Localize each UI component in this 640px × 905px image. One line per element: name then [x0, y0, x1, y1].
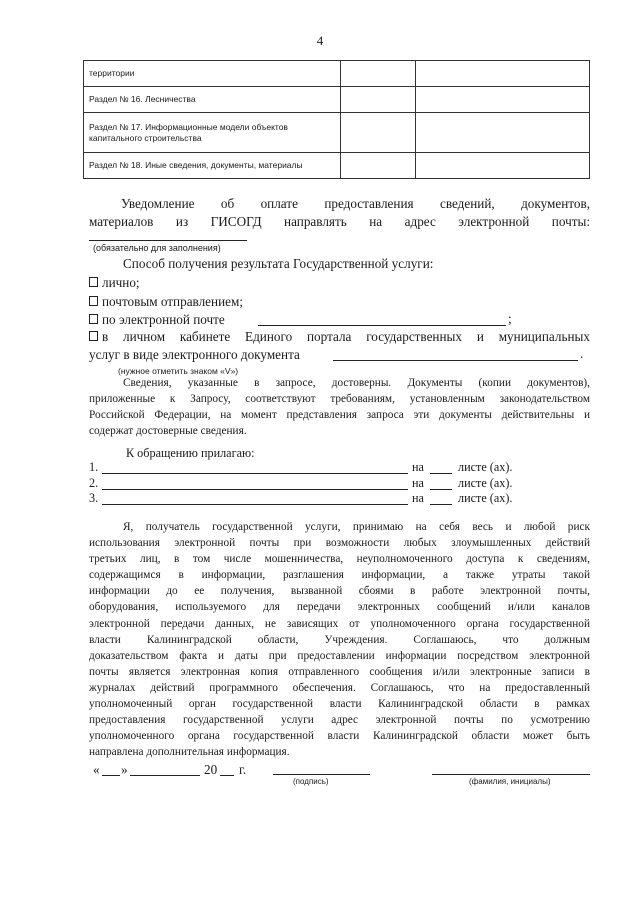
checkbox[interactable]: [89, 314, 98, 324]
attachments-heading: К обращению прилагаю:: [126, 446, 255, 460]
attachment-num: 2.: [89, 476, 99, 490]
sections-table: [83, 60, 590, 179]
date-year-suffix: г.: [239, 762, 247, 777]
checkbox[interactable]: [89, 277, 98, 287]
delivery-heading: Способ получения результата Государственной услуги:: [123, 256, 434, 271]
checkbox[interactable]: [89, 331, 98, 341]
payment-notice-line2: материалов из ГИСОГД направлять на адрес электронной почты:: [89, 214, 590, 229]
option-in-person[interactable]: лично;: [89, 275, 140, 291]
email-field[interactable]: [258, 325, 506, 326]
attachment-on: на: [412, 460, 424, 474]
date-day-field[interactable]: [102, 775, 120, 776]
attachment-sheets: листе (ах).: [458, 476, 513, 490]
payment-email-field[interactable]: [89, 240, 247, 241]
attachment-name-field[interactable]: [102, 489, 408, 490]
attachment-on: на: [412, 476, 424, 490]
date-year-prefix: 20: [204, 762, 218, 777]
payment-notice-line1: Уведомление об оплате предоставления сведений, документов,: [121, 196, 590, 211]
email-end: ;: [508, 311, 512, 326]
date-year-field[interactable]: [220, 775, 234, 776]
attachment-on: на: [412, 491, 424, 505]
payment-note: (обязательно для заполнения): [93, 243, 221, 253]
attachment-name-field[interactable]: [102, 473, 408, 474]
page-number: 4: [316, 33, 324, 48]
attachment-num: 1.: [89, 460, 99, 474]
epgu-line2: услуг в виде электронного документа: [89, 347, 300, 362]
attachment-sheets: листе (ах).: [458, 491, 513, 505]
attachment-sheets: листе (ах).: [458, 460, 513, 474]
table-row: [84, 153, 590, 179]
table-cell: [341, 113, 416, 153]
fullname-field[interactable]: [432, 774, 590, 775]
table-cell: [416, 113, 590, 153]
date-month-field[interactable]: [130, 775, 200, 776]
table-cell: [416, 87, 590, 113]
checkbox[interactable]: [89, 296, 98, 306]
option-post[interactable]: почтовым отправлением;: [89, 294, 243, 310]
consent-paragraph: Я, получатель государственной услуги, принимаю на себя весь и любой риск использования электронной почты при возможности любых злоумышленных действий третьих лиц, в том числе мошенничества, неуполномоченного доступа к сведениям, содержащимся в информации, разглашения информации, а также утраты такой информации до ее получения, вызванной сбоями в работе электронной почты, оборудования, используемого для передачи электронных сообщений и/или каналов электронной передачи данных, не зависящих от уполномоченного органа государственной власти Калининградской области, Учреждения. Соглашаюсь, что должным доказательством факта и даты при предоставлении информации посредством электронной почты является электронная копия отправленного сообщения и/или электронные записи в журналах действий программного обеспечения. Соглашаюсь, что на предоставленный уполномоченный орган государственной власти Калининградской области в рамках предоставления государственной услуги адрес электронной почты по усмотрению уполномоченного органа государственной власти Калининградской области может быть направлена дополнительная информация.: [89, 521, 590, 759]
attachment-sheets-field[interactable]: [430, 473, 452, 474]
table-cell: [341, 87, 416, 113]
table-row: [84, 113, 590, 153]
mark-note: (нужное отметить знаком «V»): [118, 366, 239, 376]
date-close-quote: »: [121, 762, 128, 777]
epgu-field[interactable]: [333, 360, 578, 361]
declaration-paragraph: Сведения, указанные в запросе, достоверны. Документы (копии документов), приложенные к Запросу, соответствуют требованиям, установленным законодательством Российской Федерации, на момент представления запроса эти документы действительны и содержат достоверные сведения.: [89, 377, 590, 438]
date-open-quote: «: [93, 762, 100, 777]
attachment-sheets-field[interactable]: [430, 504, 452, 505]
table-row: [84, 61, 590, 87]
table-cell: [416, 153, 590, 179]
table-cell: Раздел № 17. Информационные модели объектов капитального строительства: [84, 113, 341, 153]
table-cell: [416, 61, 590, 87]
epgu-end: .: [580, 346, 584, 361]
attachment-name-field[interactable]: [102, 504, 408, 505]
signature-label: (подпись): [293, 777, 329, 786]
table-cell: территории: [84, 61, 341, 87]
table-cell: Раздел № 16. Лесничества: [84, 87, 341, 113]
table-cell: [341, 61, 416, 87]
table-row: [84, 87, 590, 113]
signature-field[interactable]: [273, 774, 370, 775]
table-cell: [341, 153, 416, 179]
attachment-sheets-field[interactable]: [430, 489, 452, 490]
attachment-num: 3.: [89, 491, 99, 505]
option-epgu[interactable]: в личном кабинете Единого портала государственных и муниципальных: [89, 329, 590, 345]
table-cell: Раздел № 18. Иные сведения, документы, материалы: [84, 153, 341, 179]
option-email[interactable]: по электронной почте: [89, 312, 225, 328]
fullname-label: (фамилия, инициалы): [469, 777, 551, 786]
